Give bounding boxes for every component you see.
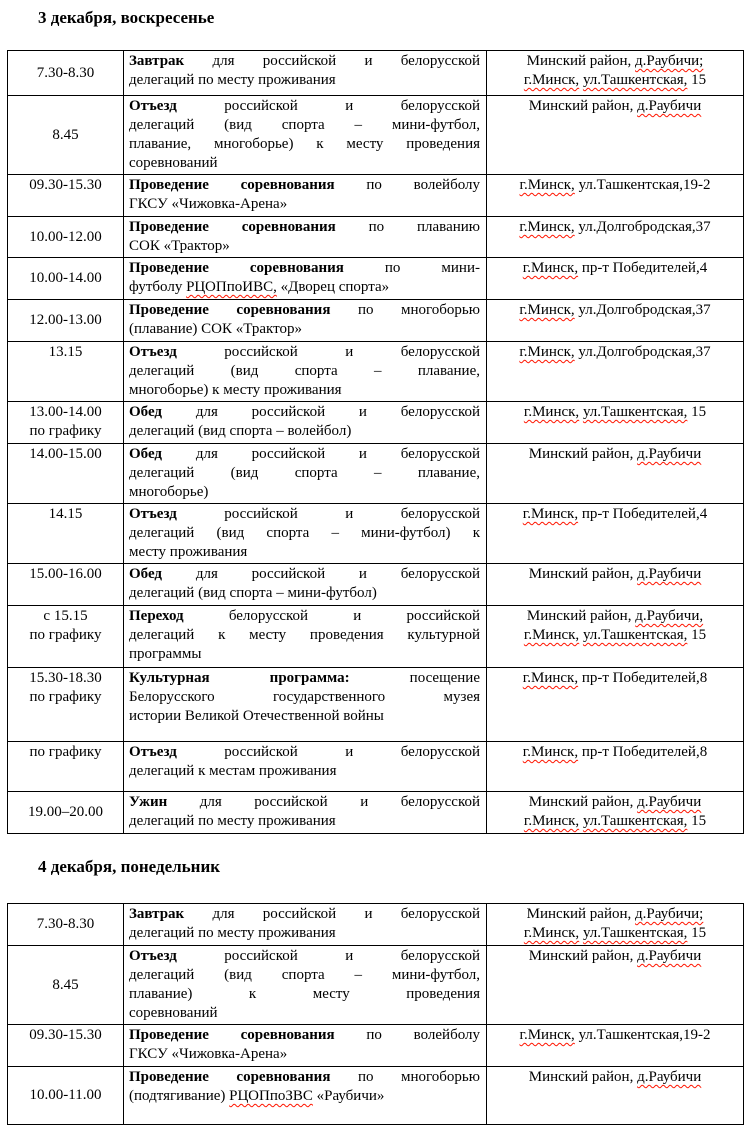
location-cell [487,342,744,402]
time-line: 09.30-15.30 [29,1027,102,1043]
location-line: г.Минск, пр-т Победителей,4 [522,506,708,522]
activity-line: делегаций по месту проживания [129,72,336,88]
table-row [8,258,744,300]
location-line: г.Минск, ул.Ташкентская, 15 [523,925,707,941]
activity-line: Белорусского государственного музея [129,689,480,705]
location-cell [487,258,744,300]
activity-line: делегаций к месту проведения культурной [129,627,480,643]
time-cell [8,217,124,258]
misspelled-word: ул.Ташкентская, [582,925,688,941]
activity-cell [124,504,487,564]
misspelled-word: г.Минск, [519,219,575,235]
location-cell [487,96,744,175]
activity-line: делегаций к местам проживания [129,763,337,779]
activity-line: многоборье) [129,484,209,500]
table-row [8,1067,744,1125]
location-cell [487,217,744,258]
location-cell [487,504,744,564]
time-cell [8,1025,124,1067]
activity-cell [124,402,487,444]
activity-cell [124,96,487,175]
misspelled-word: д.Раубичи [637,566,702,582]
misspelled-word: д.Раубичи [637,1069,702,1085]
time-line: 10.00-11.00 [29,1087,102,1103]
activity-line: ГКСУ «Чижовка-Арена» [129,196,288,212]
activity-cell [124,946,487,1025]
time-line: по графику [29,744,102,760]
time-cell [8,342,124,402]
activity-line: (плавание) СОК «Трактор» [129,321,302,337]
activity-line: делегаций (вид спорта – мини-футбол, [129,117,480,133]
location-line: г.Минск, ул.Ташкентская, 15 [523,404,707,420]
location-line: г.Минск, ул.Ташкентская, 15 [523,627,707,643]
time-cell [8,564,124,606]
time-cell [8,946,124,1025]
location-line: г.Минск, пр-т Победителей,8 [522,744,708,760]
activity-line: футболу РЦОПпоИВС, «Дворец спорта» [129,279,390,295]
misspelled-word: г.Минск, [523,72,580,88]
activity-line: Отъезд российской и белорусской [129,744,480,760]
activity-line: делегаций (вид спорта – плавание, [129,465,480,481]
activity-line: Отъезд российской и белорусской [129,506,480,522]
activity-cell [124,1025,487,1067]
activity-line: Культурная программа: посещение [129,670,480,686]
time-cell [8,504,124,564]
table-row [8,96,744,175]
activity-line: Проведение соревнования по мини- [129,260,480,276]
activity-line: Обед для российской и белорусской [129,404,480,420]
location-line: Минский район, д.Раубичи [528,446,702,462]
activity-line: делегаций (вид спорта – плавание, [129,363,480,379]
time-line: 10.00-12.00 [29,228,102,245]
activity-cell [124,444,487,504]
misspelled-word: г.Минск, [523,404,580,420]
activity-cell [124,668,487,742]
activity-line: соревнований [129,1005,218,1021]
misspelled-word: г.Минск, [523,627,580,643]
time-line: 14.15 [48,506,83,522]
location-cell [487,175,744,217]
misspelled-word: г.Минск, [519,177,575,193]
table-row [8,564,744,606]
location-line: Минский район, д.Раубичи [528,566,702,582]
time-line: 15.00-16.00 [29,566,102,582]
location-line: Минский район, д.Раубичи, [526,608,704,624]
time-cell [8,742,124,792]
activity-line: соревнований [129,155,218,171]
time-cell [8,1067,124,1125]
location-cell [487,742,744,792]
time-cell [8,792,124,834]
location-line: Минский район, д.Раубичи [528,1069,702,1085]
activity-line: Завтрак для российской и белорусской [129,53,480,69]
location-cell [487,904,744,946]
time-line: по графику [29,627,102,643]
section-2-heading: 4 декабря, понедельник [38,857,221,876]
time-cell [8,444,124,504]
activity-line: плавание) к месту проведения [129,986,480,1002]
activity-line: Проведение соревнования по многоборью [129,1069,480,1085]
table-row [8,402,744,444]
activity-line: истории Великой Отечественной войны [129,708,384,724]
time-line: 8.45 [52,126,79,143]
activity-line: делегаций (вид спорта – мини-футбол) к [129,525,480,541]
location-line: Минский район, д.Раубичи; [526,906,704,922]
location-line: г.Минск, ул.Ташкентская,19-2 [519,177,711,193]
activity-cell [124,742,487,792]
location-cell [487,300,744,342]
activity-line: (подтягивание) РЦОПпоЗВС «Раубичи» [129,1088,385,1104]
activity-cell [124,564,487,606]
table-row [8,668,744,742]
location-line: г.Минск, пр-т Победителей,4 [522,260,708,276]
activity-line: Завтрак для российской и белорусской [129,906,480,922]
activity-line: делегаций (вид спорта – мини-футбол, [129,967,480,983]
misspelled-word: г.Минск, [522,260,579,276]
table-row [8,175,744,217]
time-cell [8,402,124,444]
time-line: с 15.15 [43,608,88,624]
misspelled-word: д.Раубичи, [635,608,704,624]
time-cell [8,175,124,217]
activity-cell [124,175,487,217]
table-row [8,217,744,258]
location-cell [487,1067,744,1125]
misspelled-word: г.Минск, [522,670,579,686]
location-line: г.Минск, пр-т Победителей,8 [522,670,708,686]
activity-line: ГКСУ «Чижовка-Арена» [129,1046,288,1062]
time-line: 13.00-14.00 [29,404,102,420]
table-row [8,792,744,834]
misspelled-word: РЦОПпоЗВС [229,1088,313,1104]
time-cell [8,300,124,342]
misspelled-word: д.Раубичи; [635,906,704,922]
misspelled-word: г.Минск, [522,744,579,760]
misspelled-word: г.Минск, [519,302,575,318]
activity-line: делегаций по месту проживания [129,925,336,941]
location-cell [487,946,744,1025]
time-line: 14.00-15.00 [29,446,102,462]
table-row [8,904,744,946]
table-row [8,300,744,342]
activity-cell [124,904,487,946]
activity-line: Проведение соревнования по плаванию [129,219,480,235]
time-cell [8,258,124,300]
activity-line: СОК «Трактор» [129,238,230,254]
location-cell [487,51,744,96]
schedule-table-day2-body [8,904,744,1125]
misspelled-word: ул.Ташкентская, [582,72,688,88]
activity-line: Переход белорусской и российской [129,608,480,624]
time-line: 09.30-15.30 [29,177,102,193]
activity-line: Обед для российской и белорусской [129,446,480,462]
schedule-table-day1 [7,50,744,834]
misspelled-word: ул.Ташкентская, [582,813,688,829]
activity-line: Отъезд российской и белорусской [129,344,480,360]
activity-cell [124,300,487,342]
location-cell [487,402,744,444]
schedule-table-day2 [7,903,744,1125]
location-line: г.Минск, ул.Ташкентская, 15 [523,72,707,88]
activity-line: Проведение соревнования по волейболу [129,1027,480,1043]
misspelled-word: г.Минск, [519,344,575,360]
time-line: 8.45 [52,976,79,993]
schedule-table-day1-body [8,51,744,834]
location-line: Минский район, д.Раубичи [528,794,702,810]
activity-cell [124,342,487,402]
table-row [8,51,744,96]
table-row [8,1025,744,1067]
location-line: Минский район, д.Раубичи [528,948,702,964]
location-line: Минский район, д.Раубичи; [526,53,704,69]
location-cell [487,564,744,606]
time-line: 13.15 [48,344,83,360]
time-cell [8,904,124,946]
location-cell [487,792,744,834]
activity-line: Проведение соревнования по волейболу [129,177,480,193]
table-row [8,342,744,402]
location-line: г.Минск, ул.Ташкентская, 15 [523,813,707,829]
activity-line: Отъезд российской и белорусской [129,948,480,964]
activity-line: многоборье) к месту проживания [129,382,342,398]
location-cell [487,1025,744,1067]
misspelled-word: ул.Ташкентская, [582,404,688,420]
activity-line: месту проживания [129,544,248,560]
time-line: 7.30-8.30 [36,64,95,81]
location-line: г.Минск, ул.Долгобродская,37 [519,344,711,360]
misspelled-word: г.Минск, [519,1027,575,1043]
table-row [8,606,744,668]
misspelled-word: д.Раубичи [637,446,702,462]
activity-line: Ужин для российской и белорусской [129,794,480,810]
location-cell [487,444,744,504]
table-row [8,946,744,1025]
misspelled-word: д.Раубичи [637,794,702,810]
misspelled-word: д.Раубичи [637,98,702,114]
location-cell [487,668,744,742]
misspelled-word: г.Минск, [523,925,580,941]
activity-cell [124,792,487,834]
location-cell [487,606,744,668]
activity-cell [124,217,487,258]
time-line: по графику [29,423,102,439]
time-line: 7.30-8.30 [36,916,95,932]
time-cell [8,51,124,96]
time-line: 12.00-13.00 [29,312,102,328]
time-line: 19.00–20.00 [28,804,103,820]
time-cell [8,606,124,668]
activity-cell [124,1067,487,1125]
time-line: по графику [29,689,102,705]
location-line: г.Минск, ул.Долгобродская,37 [519,219,711,235]
misspelled-word: г.Минск, [522,506,579,522]
location-line: г.Минск, ул.Ташкентская,19-2 [519,1027,711,1043]
table-row [8,444,744,504]
time-line: 15.30-18.30 [29,670,102,686]
activity-line: делегаций по месту проживания [129,813,336,829]
location-line: Минский район, д.Раубичи [528,98,702,114]
activity-cell [124,606,487,668]
table-row [8,504,744,564]
table-row [8,742,744,792]
activity-line: плавание, многоборье) к месту проведения [129,136,480,152]
section-1-heading: 3 декабря, воскресенье [38,8,215,27]
activity-line: Проведение соревнования по многоборью [129,302,480,318]
misspelled-word: д.Раубичи; [635,53,704,69]
misspelled-word: д.Раубичи [637,948,702,964]
activity-line: делегаций (вид спорта – волейбол) [129,423,352,439]
activity-cell [124,51,487,96]
location-line: г.Минск, ул.Долгобродская,37 [519,302,711,318]
activity-cell [124,258,487,300]
misspelled-word: г.Минск, [523,813,580,829]
activity-line: делегаций (вид спорта – мини-футбол) [129,585,377,601]
time-cell [8,668,124,742]
time-cell [8,96,124,175]
time-line: 10.00-14.00 [29,270,102,286]
activity-line: программы [129,646,202,662]
activity-line: Обед для российской и белорусской [129,566,480,582]
activity-line: Отъезд российской и белорусской [129,98,480,114]
misspelled-word: РЦОПпоИВС, [186,279,277,295]
misspelled-word: ул.Ташкентская, [582,627,688,643]
